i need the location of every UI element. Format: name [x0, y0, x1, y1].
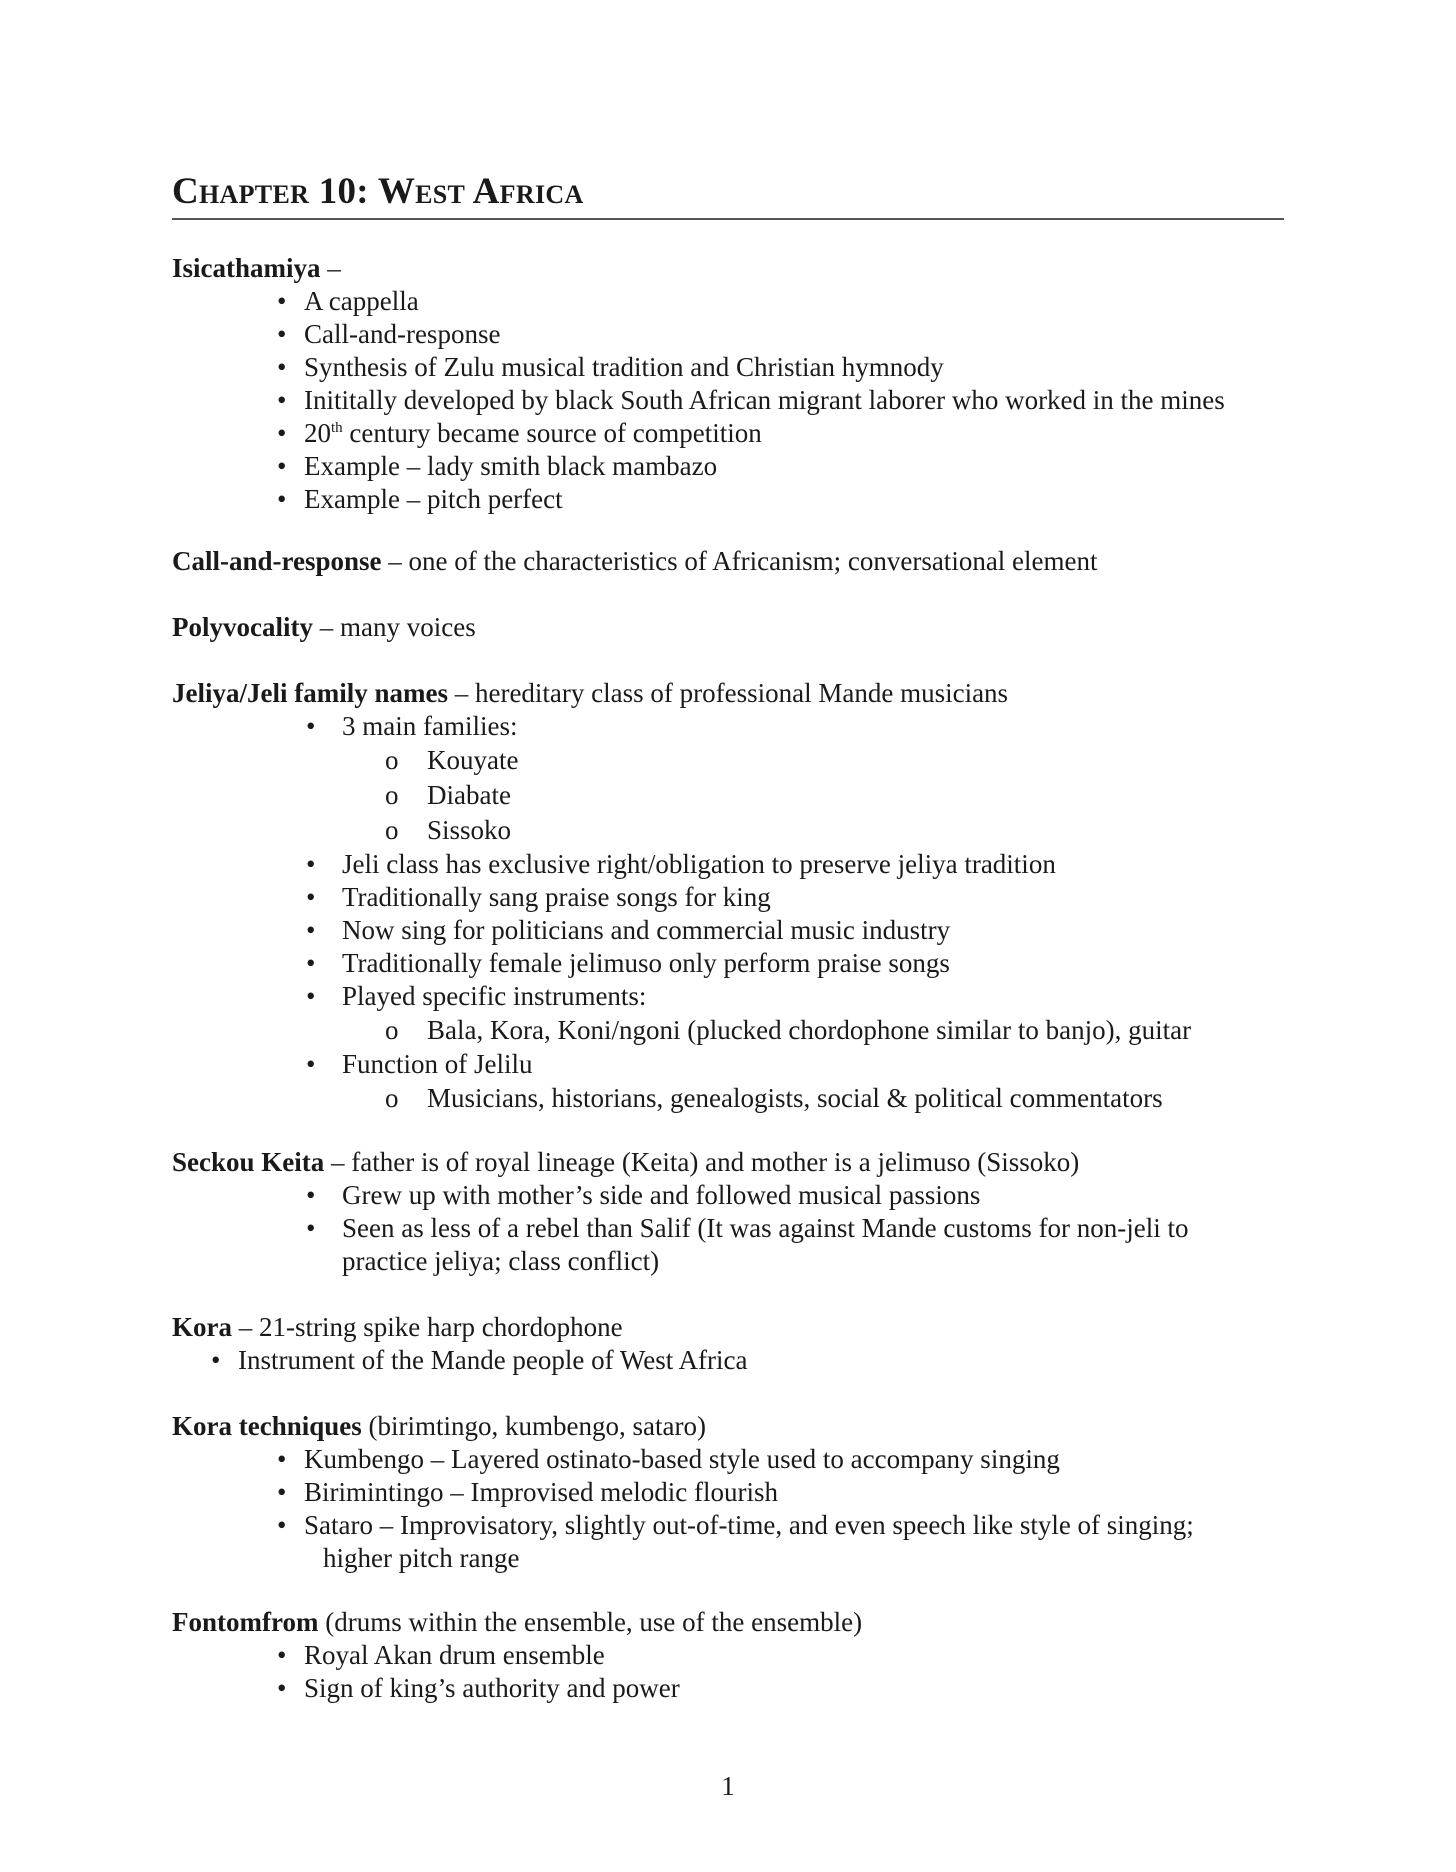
section-heading: [0, 677, 1456, 710]
sub-list-item: o Diabate: [0, 778, 1456, 813]
sub-list: [0, 743, 1456, 848]
list-item: • Kumbengo – Layered ostinato-based style used to accompany singing: [0, 1443, 1456, 1476]
list-item: • Jeli class has exclusive right/obligation to preserve jeliya tradition: [0, 848, 1456, 881]
bullet-list: [0, 710, 1456, 1116]
list-item: • Grew up with mother’s side and followed musical passions: [0, 1179, 1456, 1212]
definition: – 21-string spike harp chordophone: [232, 1312, 623, 1342]
term-separator: –: [320, 253, 341, 283]
list-item: • Traditionally sang praise songs for king: [0, 881, 1456, 914]
term: Call-and-response: [172, 546, 382, 576]
bullet-list: [0, 1344, 1456, 1377]
list-item-text: Played specific instruments:: [342, 981, 647, 1011]
list-item: • Synthesis of Zulu musical tradition and Christian hymnody: [0, 351, 1292, 384]
list-item: • Inititally developed by black South African migrant laborer who worked in the mines: [0, 384, 1292, 417]
term: Seckou Keita: [172, 1147, 325, 1177]
section-heading: [0, 1410, 1456, 1443]
section-kora-techniques: [0, 1410, 1456, 1575]
list-item: • A cappella: [0, 285, 1292, 318]
list-item: • Traditionally female jelimuso only perform praise songs: [0, 947, 1456, 980]
list-item: • Call-and-response: [0, 318, 1292, 351]
bullet-list: [0, 285, 1292, 516]
definition: – many voices: [312, 612, 476, 642]
sub-list-item: o Bala, Kora, Koni/ngoni (plucked chordophone similar to banjo), guitar: [0, 1013, 1456, 1048]
list-item-text: Function of Jelilu: [342, 1049, 533, 1079]
list-item: [0, 1048, 1456, 1116]
century-number: 20: [304, 418, 331, 448]
definition: – father is of royal lineage (Keita) and mother is a jelimuso (Sissoko): [324, 1147, 1080, 1177]
definition: – hereditary class of professional Mande musicians: [447, 678, 1009, 708]
list-item: • Royal Akan drum ensemble: [0, 1639, 1456, 1672]
section-heading: [0, 1606, 1456, 1639]
ordinal-suffix: th: [331, 420, 343, 436]
bullet-list: [0, 1639, 1456, 1705]
list-item-text: 3 main families:: [342, 711, 518, 741]
sub-list-item: o Sissoko: [0, 813, 1456, 848]
section-kora: [0, 1311, 1456, 1377]
list-item: [0, 710, 1456, 848]
list-item: • Example – lady smith black mambazo: [0, 450, 1292, 483]
term: Polyvocality: [172, 612, 313, 642]
list-item: • Sign of king’s authority and power: [0, 1672, 1456, 1705]
list-item: [0, 980, 1456, 1048]
list-item-continuation: practice jeliya; class conflict): [342, 1246, 660, 1276]
section-heading: [0, 1311, 1456, 1344]
sub-list: [0, 1081, 1456, 1116]
term: Fontomfrom: [172, 1607, 319, 1637]
section-heading: [172, 252, 1292, 285]
list-item: • Birimintingo – Improvised melodic flourish: [0, 1476, 1456, 1509]
list-item-text: century became source of competition: [342, 418, 762, 448]
list-item: • Seen as less of a rebel than Salif (It was against Mande customs for non-jeli to: [0, 1212, 1456, 1245]
list-item: • Now sing for politicians and commercial music industry: [0, 914, 1456, 947]
section-fontomfrom: [0, 1606, 1456, 1705]
list-item: • Example – pitch perfect: [0, 483, 1292, 516]
list-item-continuation: higher pitch range: [323, 1543, 520, 1573]
definition: (drums within the ensemble, use of the ensemble): [318, 1607, 863, 1637]
list-item: [0, 417, 1292, 450]
bullet-list: [0, 1443, 1456, 1542]
page-number: 1: [721, 1771, 735, 1801]
section-polyvocality: [172, 611, 1292, 644]
bullet-list: [0, 1179, 1456, 1245]
section-seckou-keita: [0, 1146, 1456, 1278]
sub-list-item: o Kouyate: [0, 743, 1456, 778]
list-item: • Sataro – Improvisatory, slightly out-of-time, and even speech like style of singing;: [0, 1509, 1456, 1542]
term: Kora techniques: [172, 1411, 362, 1441]
definition: – one of the characteristics of Africanism; conversational element: [381, 546, 1098, 576]
section-jeliya: [0, 677, 1456, 1116]
term: Jeliya/Jeli family names: [172, 678, 448, 708]
list-item: • Instrument of the Mande people of West Africa: [0, 1344, 1456, 1377]
section-isicathamiya: [172, 252, 1292, 516]
sub-list: [0, 1013, 1456, 1048]
chapter-title: Chapter 10: West Africa: [172, 170, 1284, 220]
section-heading: [0, 1146, 1456, 1179]
sub-list-item: o Musicians, historians, genealogists, social & political commentators: [0, 1081, 1456, 1116]
section-call-and-response: [172, 545, 1292, 578]
definition: (birimtingo, kumbengo, sataro): [361, 1411, 706, 1441]
term: Kora: [172, 1312, 232, 1342]
term: Isicathamiya: [172, 253, 321, 283]
